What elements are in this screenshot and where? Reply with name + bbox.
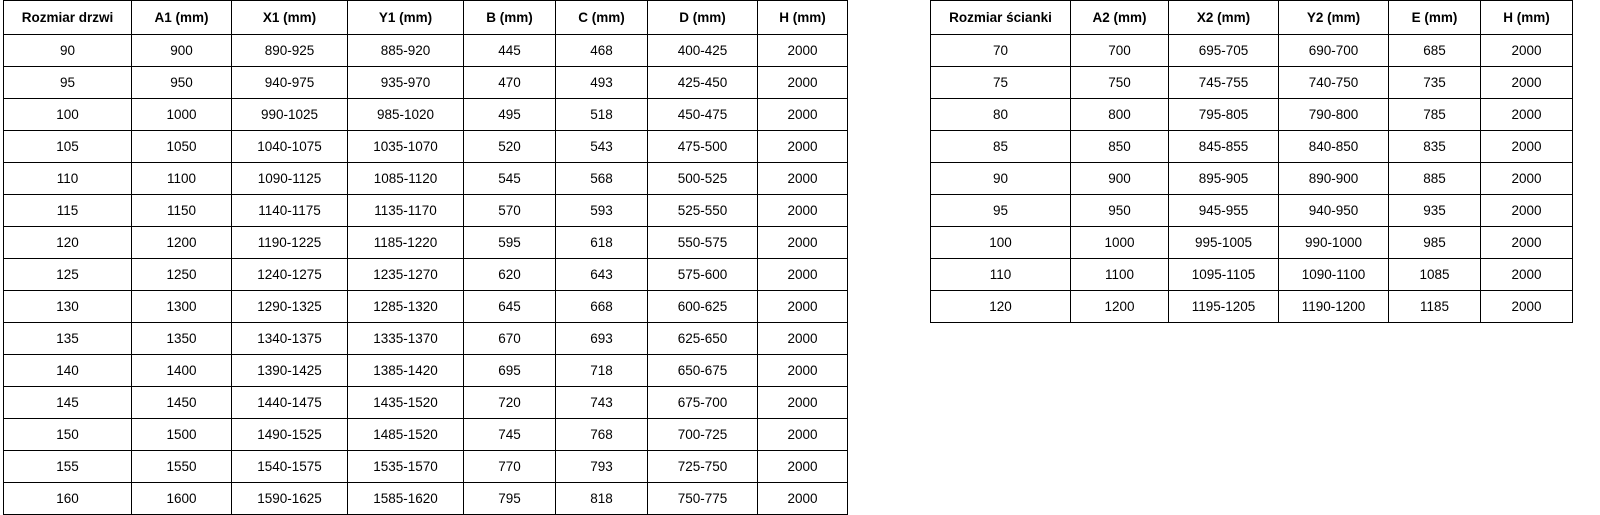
table-cell: 500-525 [648, 163, 758, 195]
table-cell: 135 [4, 323, 132, 355]
table-cell: 593 [556, 195, 648, 227]
table-cell: 1200 [132, 227, 232, 259]
table-cell: 120 [4, 227, 132, 259]
table-cell: 890-900 [1279, 163, 1389, 195]
table-cell: 1035-1070 [348, 131, 464, 163]
table-cell: 2000 [758, 131, 848, 163]
walls-table-container [930, 0, 1573, 323]
table-cell: 1235-1270 [348, 259, 464, 291]
table-row [931, 259, 1573, 291]
table-cell: 935-970 [348, 67, 464, 99]
table-cell: 105 [4, 131, 132, 163]
table-cell: 450-475 [648, 99, 758, 131]
table-cell: 595 [464, 227, 556, 259]
table-cell: 445 [464, 35, 556, 67]
table-cell: 1285-1320 [348, 291, 464, 323]
table-cell: 160 [4, 483, 132, 515]
table-cell: 900 [132, 35, 232, 67]
table-row [931, 227, 1573, 259]
table-cell: 95 [931, 195, 1071, 227]
doors_table-column-header: D (mm) [648, 1, 758, 35]
doors_table-column-header: B (mm) [464, 1, 556, 35]
table-row [4, 355, 848, 387]
table-cell: 1290-1325 [232, 291, 348, 323]
table-cell: 2000 [758, 67, 848, 99]
table-cell: 890-925 [232, 35, 348, 67]
table-cell: 990-1000 [1279, 227, 1389, 259]
table-row [4, 227, 848, 259]
table-cell: 985 [1389, 227, 1481, 259]
table-cell: 718 [556, 355, 648, 387]
table-cell: 475-500 [648, 131, 758, 163]
doors_table-column-header: C (mm) [556, 1, 648, 35]
table-cell: 1100 [132, 163, 232, 195]
table-cell: 95 [4, 67, 132, 99]
table-row [931, 131, 1573, 163]
table-cell: 1090-1125 [232, 163, 348, 195]
table-cell: 2000 [758, 99, 848, 131]
walls_table-column-header: H (mm) [1481, 1, 1573, 35]
table-cell: 425-450 [648, 67, 758, 99]
table-cell: 1585-1620 [348, 483, 464, 515]
table-cell: 2000 [758, 35, 848, 67]
table-cell: 675-700 [648, 387, 758, 419]
table-cell: 695 [464, 355, 556, 387]
table-row [931, 99, 1573, 131]
table-row [4, 259, 848, 291]
doors_table-column-header: Y1 (mm) [348, 1, 464, 35]
table-cell: 2000 [758, 355, 848, 387]
table-cell: 600-625 [648, 291, 758, 323]
table-cell: 2000 [758, 387, 848, 419]
table-cell: 1500 [132, 419, 232, 451]
table-cell: 895-905 [1169, 163, 1279, 195]
table-cell: 140 [4, 355, 132, 387]
table-cell: 1340-1375 [232, 323, 348, 355]
table-cell: 1440-1475 [232, 387, 348, 419]
table-cell: 735 [1389, 67, 1481, 99]
table-cell: 125 [4, 259, 132, 291]
table-cell: 1300 [132, 291, 232, 323]
table-cell: 800 [1071, 99, 1169, 131]
doors-table-head [4, 1, 848, 35]
table-cell: 150 [4, 419, 132, 451]
doors-dimensions-table [3, 0, 848, 515]
table-cell: 1590-1625 [232, 483, 348, 515]
table-cell: 990-1025 [232, 99, 348, 131]
doors-table-body [4, 35, 848, 515]
walls-table-head [931, 1, 1573, 35]
table-cell: 1100 [1071, 259, 1169, 291]
table-cell: 130 [4, 291, 132, 323]
table-cell: 725-750 [648, 451, 758, 483]
table-cell: 1085-1120 [348, 163, 464, 195]
table-cell: 835 [1389, 131, 1481, 163]
table-cell: 1200 [1071, 291, 1169, 323]
table-cell: 935 [1389, 195, 1481, 227]
table-cell: 2000 [758, 259, 848, 291]
table-header-row [4, 1, 848, 35]
table-cell: 2000 [758, 323, 848, 355]
table-cell: 110 [4, 163, 132, 195]
table-cell: 745 [464, 419, 556, 451]
table-cell: 1190-1225 [232, 227, 348, 259]
table-cell: 1140-1175 [232, 195, 348, 227]
table-row [931, 35, 1573, 67]
table-cell: 1095-1105 [1169, 259, 1279, 291]
table-cell: 493 [556, 67, 648, 99]
table-cell: 695-705 [1169, 35, 1279, 67]
table-cell: 1185-1220 [348, 227, 464, 259]
table-cell: 1485-1520 [348, 419, 464, 451]
table-cell: 575-600 [648, 259, 758, 291]
table-row [4, 35, 848, 67]
table-cell: 550-575 [648, 227, 758, 259]
table-cell: 2000 [758, 291, 848, 323]
table-cell: 940-975 [232, 67, 348, 99]
table-cell: 110 [931, 259, 1071, 291]
walls_table-column-header: Rozmiar ścianki [931, 1, 1071, 35]
table-row [4, 483, 848, 515]
table-cell: 1240-1275 [232, 259, 348, 291]
table-cell: 1335-1370 [348, 323, 464, 355]
table-cell: 770 [464, 451, 556, 483]
table-cell: 693 [556, 323, 648, 355]
table-cell: 145 [4, 387, 132, 419]
table-cell: 885-920 [348, 35, 464, 67]
table-cell: 2000 [758, 483, 848, 515]
table-cell: 1490-1525 [232, 419, 348, 451]
table-cell: 950 [1071, 195, 1169, 227]
table-cell: 543 [556, 131, 648, 163]
doors_table-column-header: X1 (mm) [232, 1, 348, 35]
walls_table-column-header: Y2 (mm) [1279, 1, 1389, 35]
table-cell: 620 [464, 259, 556, 291]
table-cell: 2000 [758, 227, 848, 259]
table-cell: 995-1005 [1169, 227, 1279, 259]
table-cell: 1600 [132, 483, 232, 515]
table-cell: 845-855 [1169, 131, 1279, 163]
table-cell: 743 [556, 387, 648, 419]
table-cell: 950 [132, 67, 232, 99]
table-cell: 100 [931, 227, 1071, 259]
table-cell: 840-850 [1279, 131, 1389, 163]
table-cell: 1085 [1389, 259, 1481, 291]
table-cell: 2000 [1481, 67, 1573, 99]
table-cell: 2000 [758, 419, 848, 451]
walls_table-column-header: A2 (mm) [1071, 1, 1169, 35]
table-row [931, 67, 1573, 99]
table-row [931, 291, 1573, 323]
table-row [4, 67, 848, 99]
table-row [931, 163, 1573, 195]
table-cell: 2000 [1481, 259, 1573, 291]
table-cell: 2000 [1481, 291, 1573, 323]
table-cell: 643 [556, 259, 648, 291]
table-cell: 80 [931, 99, 1071, 131]
table-cell: 768 [556, 419, 648, 451]
table-cell: 518 [556, 99, 648, 131]
table-cell: 1400 [132, 355, 232, 387]
table-cell: 1435-1520 [348, 387, 464, 419]
table-cell: 1190-1200 [1279, 291, 1389, 323]
walls-table-body [931, 35, 1573, 323]
table-cell: 1195-1205 [1169, 291, 1279, 323]
table-cell: 625-650 [648, 323, 758, 355]
table-cell: 685 [1389, 35, 1481, 67]
table-cell: 1000 [1071, 227, 1169, 259]
walls_table-column-header: X2 (mm) [1169, 1, 1279, 35]
table-cell: 795-805 [1169, 99, 1279, 131]
table-header-row [931, 1, 1573, 35]
table-cell: 525-550 [648, 195, 758, 227]
table-cell: 1135-1170 [348, 195, 464, 227]
table-cell: 740-750 [1279, 67, 1389, 99]
doors-table-container [3, 0, 848, 515]
table-row [4, 99, 848, 131]
table-cell: 750-775 [648, 483, 758, 515]
table-row [4, 387, 848, 419]
table-cell: 690-700 [1279, 35, 1389, 67]
doors_table-column-header: H (mm) [758, 1, 848, 35]
table-cell: 545 [464, 163, 556, 195]
table-row [4, 419, 848, 451]
table-cell: 2000 [1481, 227, 1573, 259]
table-row [4, 451, 848, 483]
table-cell: 2000 [758, 195, 848, 227]
table-cell: 2000 [1481, 35, 1573, 67]
table-cell: 793 [556, 451, 648, 483]
table-cell: 1185 [1389, 291, 1481, 323]
table-row [931, 195, 1573, 227]
table-cell: 115 [4, 195, 132, 227]
table-cell: 1040-1075 [232, 131, 348, 163]
table-cell: 1150 [132, 195, 232, 227]
table-cell: 985-1020 [348, 99, 464, 131]
table-cell: 795 [464, 483, 556, 515]
table-cell: 70 [931, 35, 1071, 67]
table-cell: 1385-1420 [348, 355, 464, 387]
table-cell: 720 [464, 387, 556, 419]
table-cell: 745-755 [1169, 67, 1279, 99]
table-cell: 85 [931, 131, 1071, 163]
table-cell: 945-955 [1169, 195, 1279, 227]
table-cell: 155 [4, 451, 132, 483]
table-cell: 618 [556, 227, 648, 259]
table-cell: 645 [464, 291, 556, 323]
table-cell: 568 [556, 163, 648, 195]
table-cell: 90 [4, 35, 132, 67]
table-row [4, 291, 848, 323]
table-cell: 1535-1570 [348, 451, 464, 483]
table-cell: 2000 [1481, 163, 1573, 195]
table-row [4, 163, 848, 195]
table-cell: 520 [464, 131, 556, 163]
table-cell: 818 [556, 483, 648, 515]
table-row [4, 323, 848, 355]
table-cell: 750 [1071, 67, 1169, 99]
table-cell: 2000 [758, 451, 848, 483]
table-cell: 785 [1389, 99, 1481, 131]
table-cell: 468 [556, 35, 648, 67]
table-cell: 1050 [132, 131, 232, 163]
table-row [4, 195, 848, 227]
walls_table-column-header: E (mm) [1389, 1, 1481, 35]
table-cell: 2000 [1481, 195, 1573, 227]
table-cell: 2000 [1481, 99, 1573, 131]
table-cell: 1550 [132, 451, 232, 483]
table-cell: 75 [931, 67, 1071, 99]
table-cell: 1540-1575 [232, 451, 348, 483]
table-cell: 670 [464, 323, 556, 355]
table-cell: 90 [931, 163, 1071, 195]
table-cell: 1390-1425 [232, 355, 348, 387]
table-cell: 885 [1389, 163, 1481, 195]
table-cell: 700 [1071, 35, 1169, 67]
table-cell: 120 [931, 291, 1071, 323]
table-cell: 1250 [132, 259, 232, 291]
table-cell: 1350 [132, 323, 232, 355]
table-row [4, 131, 848, 163]
table-cell: 1090-1100 [1279, 259, 1389, 291]
table-cell: 570 [464, 195, 556, 227]
table-cell: 2000 [758, 163, 848, 195]
table-cell: 495 [464, 99, 556, 131]
table-cell: 940-950 [1279, 195, 1389, 227]
table-cell: 900 [1071, 163, 1169, 195]
doors_table-column-header: A1 (mm) [132, 1, 232, 35]
table-cell: 700-725 [648, 419, 758, 451]
table-cell: 100 [4, 99, 132, 131]
table-cell: 650-675 [648, 355, 758, 387]
table-cell: 470 [464, 67, 556, 99]
table-cell: 1000 [132, 99, 232, 131]
table-cell: 790-800 [1279, 99, 1389, 131]
walls-dimensions-table [930, 0, 1573, 323]
table-cell: 400-425 [648, 35, 758, 67]
table-cell: 668 [556, 291, 648, 323]
doors_table-column-header: Rozmiar drzwi [4, 1, 132, 35]
table-cell: 2000 [1481, 131, 1573, 163]
table-cell: 850 [1071, 131, 1169, 163]
table-cell: 1450 [132, 387, 232, 419]
